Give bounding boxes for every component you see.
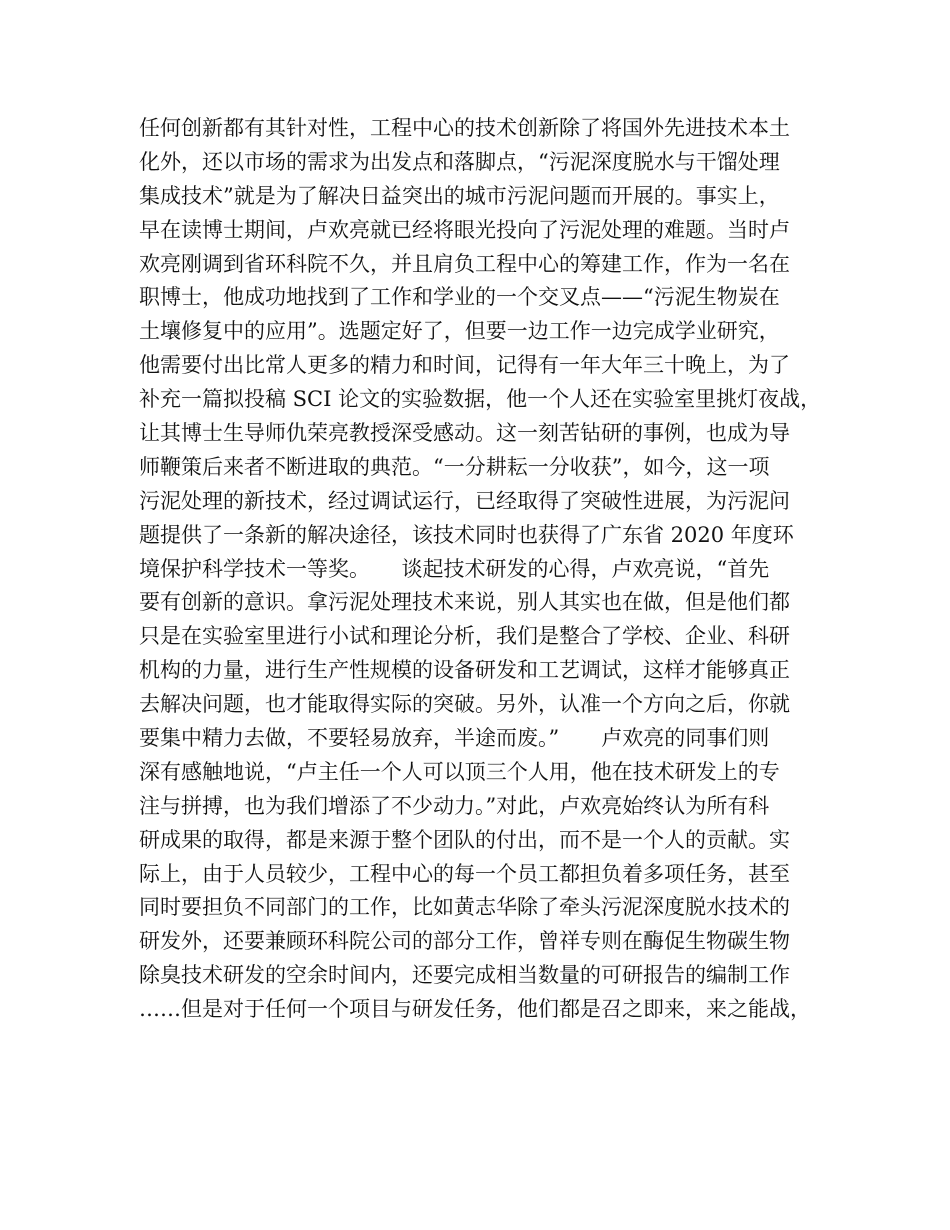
- text-line: 机构的力量，进行生产性规模的设备研发和工艺调试，这样才能够真正: [139, 658, 790, 683]
- text-line: 职博士，他成功地找到了工作和学业的一个交叉点——“污泥生物炭在: [139, 285, 780, 310]
- text-line: 去解决问题，也才能取得实际的突破。另外，认准一个方向之后，你就: [139, 692, 790, 717]
- text-line: 研发外，还要兼顾环科院公司的部分工作，曾祥专则在酶促生物碳生物: [139, 929, 790, 954]
- text-line: 要有创新的意识。拿污泥处理技术来说，别人其实也在做，但是他们都: [139, 590, 790, 615]
- text-line: 研成果的取得，都是来源于整个团队的付出，而不是一个人的贡献。实: [139, 827, 790, 852]
- text-line: 污泥处理的新技术，经过调试运行，已经取得了突破性进展，为污泥问: [139, 488, 790, 513]
- body-text: [139, 112, 829, 1027]
- text-line: 要集中精力去做，不要轻易放弃，半途而废。” 卢欢亮的同事们则: [139, 726, 770, 751]
- text-line: 师鞭策后来者不断进取的典范。“一分耕耘一分收获”，如今，这一项: [139, 454, 770, 479]
- text-line: 只是在实验室里进行小试和理论分析，我们是整合了学校、企业、科研: [139, 624, 790, 649]
- text-line: 除臭技术研发的空余时间内，还要完成相当数量的可研报告的编制工作: [139, 963, 790, 988]
- text-line: 题提供了一条新的解决途径，该技术同时也获得了广东省 2020 年度环: [139, 522, 794, 547]
- text-line: 深有感触地说，“卢主任一个人可以顶三个人用，他在技术研发上的专: [139, 759, 780, 784]
- text-line: 土壤修复中的应用”。选题定好了，但要一边工作一边完成学业研究，: [139, 319, 780, 344]
- text-line: 早在读博士期间，卢欢亮就已经将眼光投向了污泥处理的难题。当时卢: [139, 217, 790, 242]
- text-line: 他需要付出比常人更多的精力和时间，记得有一年大年三十晚上，为了: [139, 353, 790, 378]
- text-line: 化外，还以市场的需求为出发点和落脚点，“污泥深度脱水与干馏处理: [139, 149, 780, 174]
- text-line: 集成技术”就是为了解决日益突出的城市污泥问题而开展的。事实上，: [139, 183, 780, 208]
- text-line: 注与拼搏，也为我们增添了不少动力。”对此，卢欢亮始终认为所有科: [139, 793, 770, 818]
- text-line: 让其博士生导师仇荣亮教授深受感动。这一刻苦钻研的事例，也成为导: [139, 421, 790, 446]
- text-line: 任何创新都有其针对性，工程中心的技术创新除了将国外先进技术本土: [139, 116, 790, 140]
- text-line: 境保护科学技术一等奖。 谈起技术研发的心得，卢欢亮说，“首先: [139, 556, 770, 581]
- text-line: 同时要担负不同部门的工作，比如黄志华除了牵头污泥深度脱水技术的: [139, 895, 790, 920]
- text-line: 欢亮刚调到省环科院不久，并且肩负工程中心的筹建工作，作为一名在: [139, 251, 790, 276]
- text-line: ……但是对于任何一个项目与研发任务，他们都是召之即来，来之能战，: [139, 997, 811, 1022]
- text-line: 际上，由于人员较少，工程中心的每一个员工都担负着多项任务，甚至: [139, 861, 790, 886]
- text-line: 补充一篇拟投稿 SCI 论文的实验数据，他一个人还在实验室里挑灯夜战，: [139, 387, 822, 412]
